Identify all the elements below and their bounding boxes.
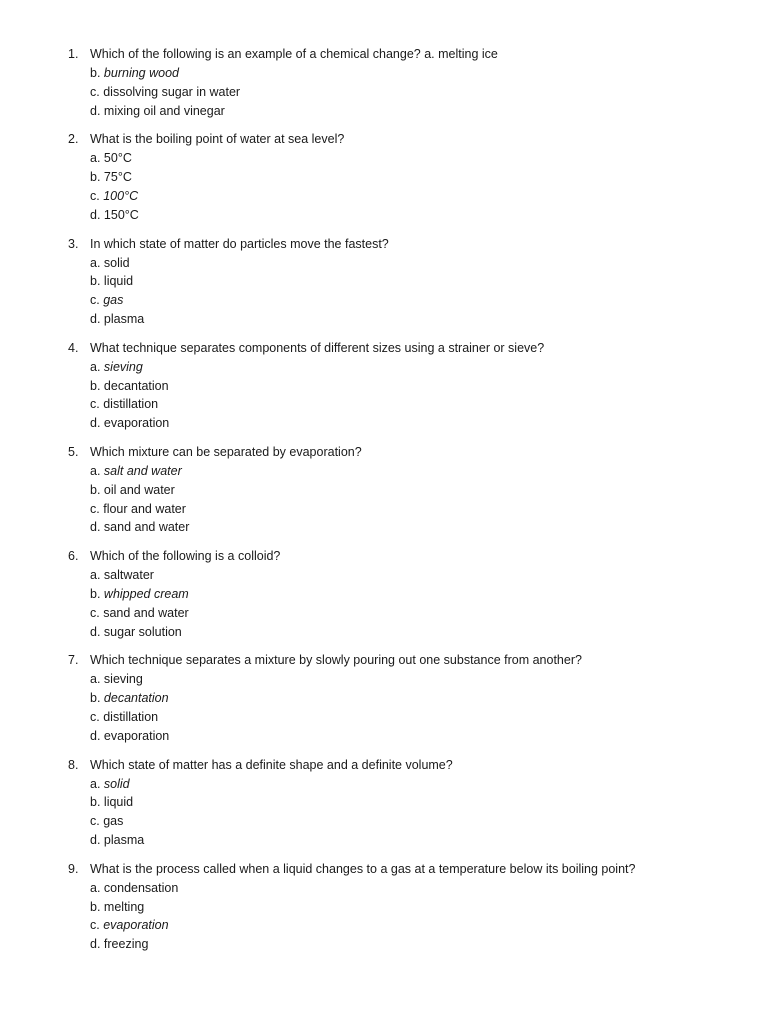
option-letter: c. (90, 293, 100, 308)
option-letter: a. (90, 463, 101, 478)
option-letter: a. (90, 776, 101, 791)
question-list (68, 45, 748, 964)
question-item (68, 860, 748, 954)
question-item (68, 130, 748, 224)
answer-option (90, 254, 748, 273)
answer-option (90, 518, 748, 537)
question-text: Which state of matter has a definite shape and a definite volume? (90, 757, 453, 772)
option-letter: c. (90, 814, 100, 829)
answer-option (90, 83, 748, 102)
option-letter: c. (90, 188, 100, 203)
option-text: dissolving sugar in water (103, 84, 241, 99)
answer-option (90, 623, 748, 642)
option-text-highlighted: 100°C (103, 188, 139, 203)
answer-option (90, 500, 748, 519)
question-number: 2. (68, 132, 79, 147)
answer-option (90, 812, 748, 831)
option-letter: a. (90, 255, 101, 270)
question-number: 4. (68, 340, 79, 355)
answer-option (90, 793, 748, 812)
question-line (68, 45, 748, 64)
answer-option (90, 775, 748, 794)
answer-option (90, 291, 748, 310)
question-number: 7. (68, 653, 79, 668)
option-text: gas (103, 814, 124, 829)
answer-option (90, 414, 748, 433)
option-text: liquid (103, 274, 134, 289)
option-letter: a. (90, 359, 101, 374)
option-letter: c. (90, 84, 100, 99)
question-text: What is the boiling point of water at sea level? (90, 132, 345, 147)
option-text: sand and water (103, 605, 189, 620)
option-letter: d. (90, 103, 101, 118)
option-letter: c. (90, 709, 100, 724)
question-text: What technique separates components of different sizes using a strainer or sieve? (90, 340, 545, 355)
question-line (68, 860, 748, 879)
answer-option (90, 879, 748, 898)
option-text: distillation (103, 709, 159, 724)
option-text: melting (103, 899, 145, 914)
option-letter: d. (90, 624, 101, 639)
option-text: decantation (103, 378, 169, 393)
question-number: 5. (68, 444, 79, 459)
option-text: evaporation (103, 416, 170, 431)
answer-option (90, 168, 748, 187)
option-letter: b. (90, 795, 101, 810)
answer-option (90, 149, 748, 168)
option-letter: a. (90, 151, 101, 166)
question-item (68, 651, 748, 745)
question-line (68, 235, 748, 254)
answer-option (90, 187, 748, 206)
option-text: 50°C (103, 151, 132, 166)
question-text: Which mixture can be separated by evaporation? (90, 444, 362, 459)
option-letter: d. (90, 311, 101, 326)
question-text: What is the process called when a liquid changes to a gas at a temperature below its boiling point? (90, 861, 636, 876)
option-text-highlighted: burning wood (103, 66, 179, 80)
answer-option (90, 670, 748, 689)
question-line (68, 130, 748, 149)
option-letter: b. (90, 66, 101, 80)
question-item (68, 339, 748, 433)
question-text: Which of the following is an example of a chemical change? a. melting ice (90, 47, 498, 61)
option-text: plasma (103, 311, 145, 326)
option-text: mixing oil and vinegar (103, 103, 225, 118)
option-letter: b. (90, 586, 101, 601)
answer-option (90, 604, 748, 623)
answer-option (90, 727, 748, 746)
question-item (68, 45, 748, 120)
option-letter: b. (90, 482, 101, 497)
option-letter: c. (90, 501, 100, 516)
option-letter: a. (90, 672, 101, 687)
question-number: 8. (68, 757, 79, 772)
answer-option (90, 102, 748, 121)
answer-option (90, 462, 748, 481)
option-text-highlighted: solid (103, 776, 130, 791)
answer-option (90, 358, 748, 377)
question-item (68, 756, 748, 850)
option-text-highlighted: decantation (103, 691, 169, 706)
answer-option (90, 272, 748, 291)
question-line (68, 339, 748, 358)
option-text: flour and water (103, 501, 186, 516)
question-text: In which state of matter do particles move the fastest? (90, 236, 389, 251)
answer-option (90, 64, 748, 83)
option-text: 150°C (103, 207, 139, 222)
answer-option (90, 377, 748, 396)
option-letter: c. (90, 918, 100, 933)
option-text: saltwater (103, 568, 154, 583)
option-text: liquid (103, 795, 134, 810)
question-text: Which technique separates a mixture by slowly pouring out one substance from another? (90, 653, 582, 668)
option-text-highlighted: gas (103, 293, 124, 308)
answer-option (90, 310, 748, 329)
option-letter: b. (90, 899, 101, 914)
option-letter: d. (90, 416, 101, 431)
question-line (68, 547, 748, 566)
question-item (68, 443, 748, 537)
option-letter: d. (90, 207, 101, 222)
option-text: evaporation (103, 728, 170, 743)
option-text-highlighted: sieving (103, 359, 143, 374)
question-number: 9. (68, 861, 79, 876)
option-text: plasma (103, 832, 145, 847)
option-letter: c. (90, 605, 100, 620)
option-text: sieving (103, 672, 143, 687)
option-text: 75°C (103, 170, 132, 185)
question-text: Which of the following is a colloid? (90, 549, 281, 564)
question-line (68, 443, 748, 462)
option-letter: d. (90, 832, 101, 847)
option-letter: b. (90, 170, 101, 185)
answer-option (90, 831, 748, 850)
option-letter: d. (90, 728, 101, 743)
question-item (68, 547, 748, 641)
question-number: 1. (68, 47, 79, 61)
option-text: sugar solution (103, 624, 182, 639)
question-item (68, 235, 748, 329)
answer-option (90, 206, 748, 225)
option-letter: b. (90, 378, 101, 393)
option-text-highlighted: evaporation (103, 918, 169, 933)
option-letter: c. (90, 397, 100, 412)
option-letter: a. (90, 568, 101, 583)
option-letter: b. (90, 274, 101, 289)
answer-option (90, 395, 748, 414)
option-text: condensation (103, 880, 179, 895)
answer-option (90, 935, 748, 954)
option-letter: b. (90, 691, 101, 706)
option-letter: a. (90, 880, 101, 895)
question-line (68, 756, 748, 775)
option-text: solid (103, 255, 130, 270)
option-text: freezing (103, 937, 149, 952)
answer-option (90, 566, 748, 585)
question-number: 3. (68, 236, 79, 251)
answer-option (90, 916, 748, 935)
answer-option (90, 898, 748, 917)
option-text-highlighted: salt and water (103, 463, 182, 478)
answer-option (90, 481, 748, 500)
option-text: sand and water (103, 520, 190, 535)
answer-option (90, 585, 748, 604)
answer-option (90, 708, 748, 727)
option-letter: d. (90, 520, 101, 535)
answer-option (90, 689, 748, 708)
option-letter: d. (90, 937, 101, 952)
question-line (68, 651, 748, 670)
option-text: oil and water (103, 482, 175, 497)
question-number: 6. (68, 549, 79, 564)
option-text: distillation (103, 397, 159, 412)
option-text-highlighted: whipped cream (103, 586, 189, 601)
